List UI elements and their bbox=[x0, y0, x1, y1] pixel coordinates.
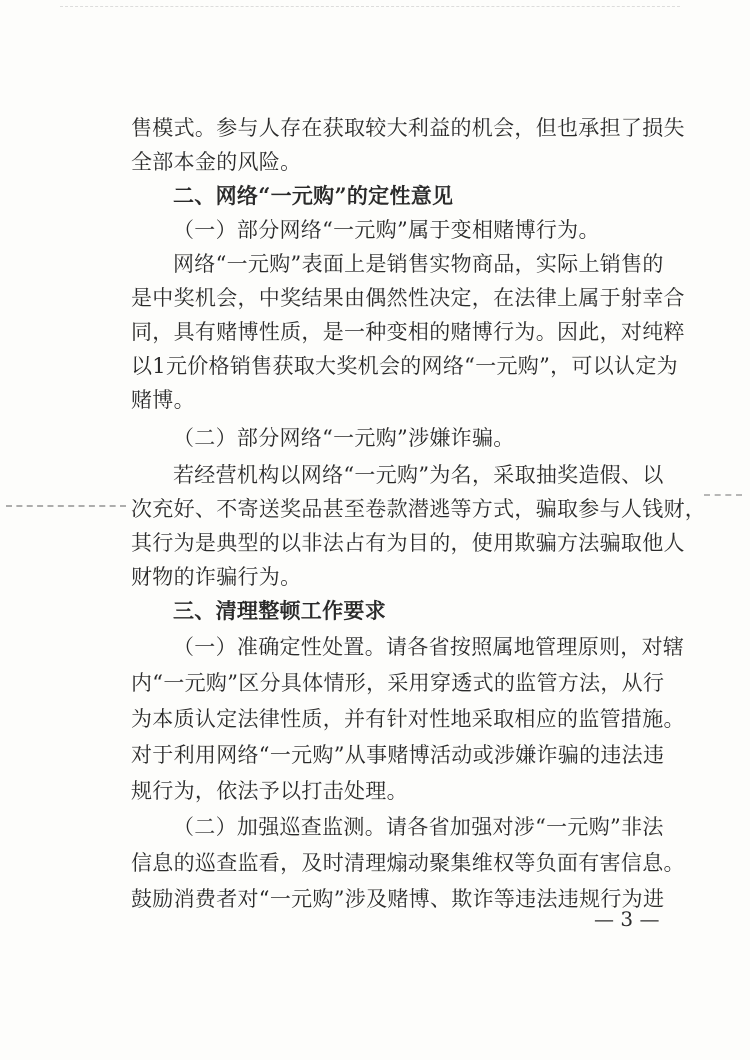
body-line: 全部本金的风险。 bbox=[131, 150, 302, 174]
body-line: 鼓励消费者对“一元购”涉及赌博、欺诈等违法违规行为进 bbox=[131, 887, 665, 911]
body-line: 赌博。 bbox=[131, 388, 195, 412]
body-line: 是中奖机会，中奖结果由偶然性决定，在法律上属于射幸合 bbox=[131, 286, 685, 310]
body-line: 规行为，依法予以打击处理。 bbox=[131, 779, 408, 803]
subsection-heading: （二）部分网络“一元购”涉嫌诈骗。 bbox=[173, 426, 515, 450]
scan-edge-mark bbox=[60, 0, 680, 7]
body-line: 售模式。参与人存在获取较大利益的机会，但也承担了损失 bbox=[131, 116, 685, 140]
body-line: 内“一元购”区分具体情形，采用穿透式的监管方法，从行 bbox=[131, 671, 665, 695]
body-line: 财物的诈骗行为。 bbox=[131, 565, 302, 589]
body-line: 同，具有赌博性质，是一种变相的赌博行为。因此，对纯粹 bbox=[131, 320, 685, 344]
body-line: 为本质认定法律性质，并有针对性地采取相应的监管措施。 bbox=[131, 707, 685, 731]
page-number: — 3 — bbox=[594, 907, 660, 931]
subsection-heading: （一）部分网络“一元购”属于变相赌博行为。 bbox=[173, 218, 600, 242]
section-heading: 三、清理整顿工作要求 bbox=[173, 598, 386, 623]
left-margin-mark bbox=[6, 505, 126, 509]
body-line: （一）准确定性处置。请各省按照属地管理原则，对辖 bbox=[173, 635, 685, 659]
section-heading: 二、网络“一元购”的定性意见 bbox=[173, 183, 454, 208]
body-line: 若经营机构以网络“一元购”为名，采取抽奖造假、以 bbox=[173, 463, 664, 487]
body-line: 对于利用网络“一元购”从事赌博活动或涉嫌诈骗的违法违 bbox=[131, 743, 665, 767]
body-line: 信息的巡查监看，及时清理煽动聚集维权等负面有害信息。 bbox=[131, 851, 685, 875]
right-margin-mark bbox=[704, 494, 742, 498]
body-line: 次充好、不寄送奖品甚至卷款潜逃等方式，骗取参与人钱财， bbox=[131, 497, 707, 521]
body-line: 网络“一元购”表面上是销售实物商品，实际上销售的 bbox=[173, 252, 664, 276]
body-line: 其行为是典型的以非法占有为目的，使用欺骗方法骗取他人 bbox=[131, 531, 685, 555]
body-line: 以1元价格销售获取大奖机会的网络“一元购”，可以认定为 bbox=[131, 354, 678, 378]
body-line: （二）加强巡查监测。请各省加强对涉“一元购”非法 bbox=[173, 815, 664, 839]
